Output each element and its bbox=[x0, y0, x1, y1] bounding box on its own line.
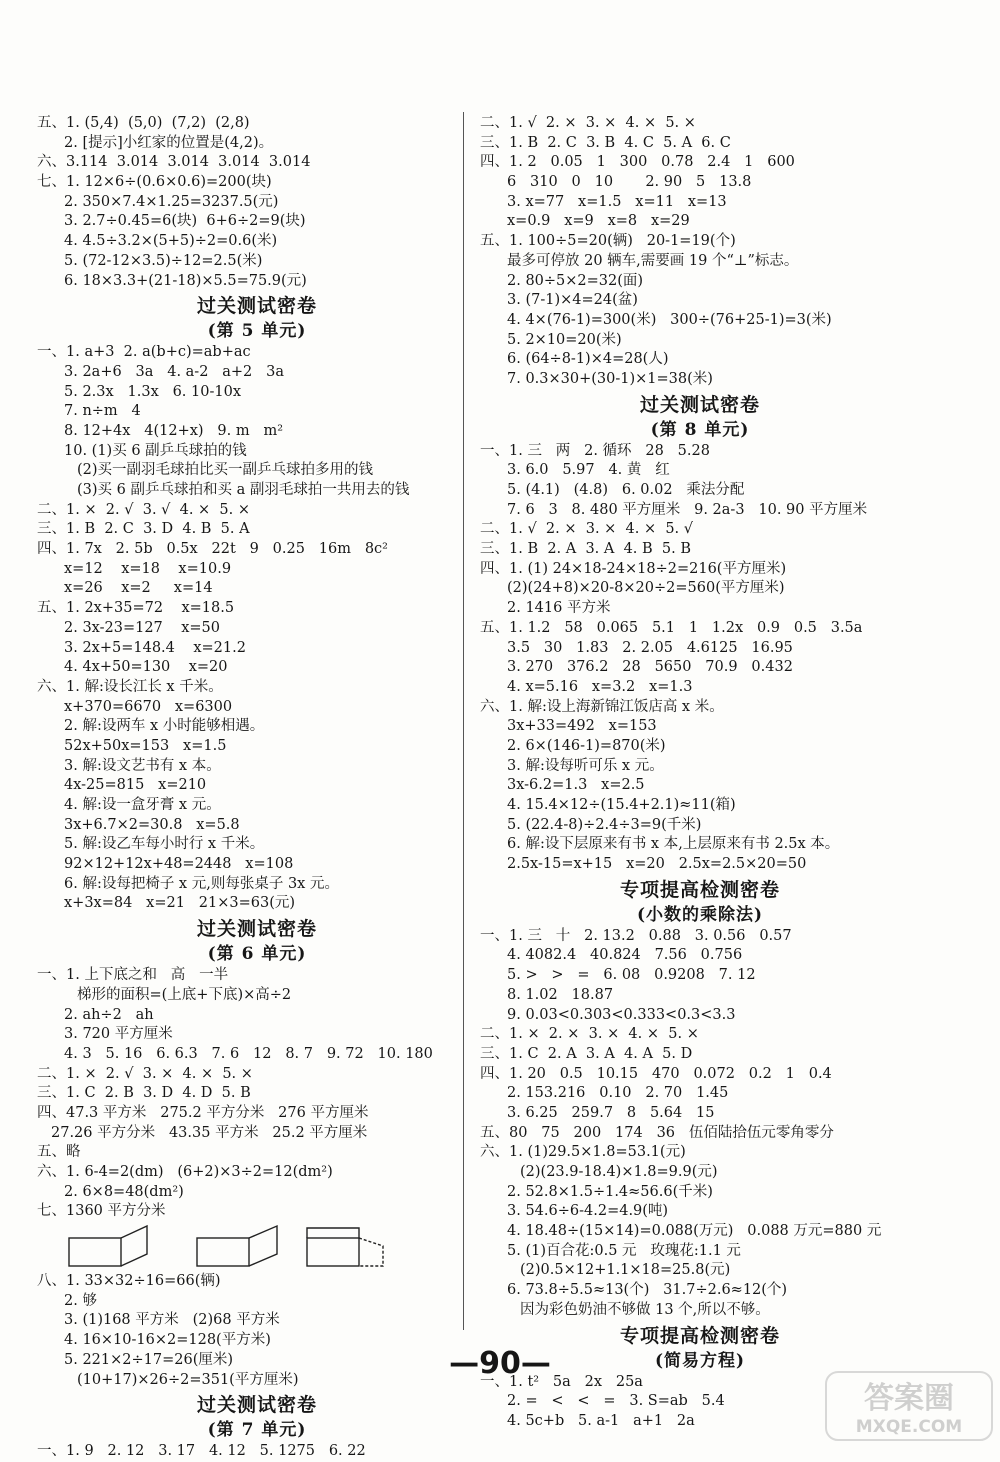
section-subtitle: (第 7 单元) bbox=[207, 1420, 307, 1441]
answer-line: 3x-6.2=1.3 x=2.5 bbox=[507, 777, 645, 794]
answer-line: 2. 153.216 0.10 2. 70 1.45 bbox=[507, 1085, 729, 1102]
answer-line: 3. 54.6÷6-4.2=4.9(吨) bbox=[507, 1203, 669, 1220]
answer-line: 一、1. 上下底之和 高 一半 bbox=[37, 967, 229, 984]
answer-line: x+3x=84 x=21 21×3=63(元) bbox=[64, 895, 296, 912]
answer-line: 2. 1416 平方米 bbox=[507, 600, 611, 617]
answer-line: 六、3.114 3.014 3.014 3.014 3.014 bbox=[37, 154, 311, 171]
answer-line: 5. 2×10=20(米) bbox=[507, 331, 622, 348]
answer-line: 2. 52.8×1.5÷1.4≈56.6(千米) bbox=[507, 1183, 713, 1200]
answer-line: 8. 12+4x 4(12+x) 9. m m² bbox=[64, 422, 284, 439]
answer-line: 二、1. √ 2. × 3. × 4. × 5. × bbox=[480, 115, 696, 131]
answer-line: 27.26 平方分米 43.35 平方米 25.2 平方厘米 bbox=[51, 1124, 368, 1141]
answer-line: 四、1. 7x 2. 5b 0.5x 22t 9 0.25 16m 8c² bbox=[37, 541, 388, 558]
answer-line: 2. [提示]小红家的位置是(4,2)。 bbox=[64, 134, 274, 151]
answer-line: 2. 6×(146-1)=870(米) bbox=[507, 737, 666, 754]
answer-line: 5. > > = 6. 08 0.9208 7. 12 bbox=[507, 967, 756, 984]
answer-line: 3. (7-1)×4=24(盆) bbox=[507, 292, 638, 309]
answer-line: 5. 2.3x 1.3x 6. 10-10x bbox=[64, 383, 241, 400]
watermark-title: 答案圈 bbox=[864, 1381, 954, 1416]
answer-line: 4. 4082.4 40.824 7.56 0.756 bbox=[507, 947, 743, 964]
answer-line: 2. ah÷2 ah bbox=[64, 1006, 154, 1023]
answer-line: 二、1. × 2. × 3. × 4. × 5. × bbox=[480, 1026, 699, 1043]
section-title: 过关测试密卷 bbox=[196, 918, 317, 941]
answer-line: 6 310 0 10 2. 90 5 13.8 bbox=[507, 174, 752, 191]
answer-line: 七、1. 12×6÷(0.6×0.6)=200(块) bbox=[37, 174, 272, 191]
answer-line: 5. (4.1) (4.8) 6. 0.02 乘法分配 bbox=[507, 482, 745, 498]
answer-line: 2. 够 bbox=[64, 1292, 97, 1309]
section-subtitle: (简易方程) bbox=[654, 1350, 746, 1371]
answer-line: 3. 2a+6 3a 4. a-2 a+2 3a bbox=[64, 363, 284, 380]
answer-line: 3. 270 376.2 28 5650 70.9 0.432 bbox=[507, 659, 793, 676]
answer-line: 3. 解:设文艺书有 x 本。 bbox=[64, 757, 221, 774]
answer-line: 五、1. 2x+35=72 x=18.5 bbox=[37, 600, 235, 617]
answer-line: x=12 x=18 x=10.9 bbox=[64, 560, 232, 577]
answer-line: 4. 5c+b 5. a-1 a+1 2a bbox=[507, 1412, 695, 1429]
answer-line: 2. 350×7.4×1.25=3237.5(元) bbox=[64, 193, 279, 210]
section-title: 过关测试密卷 bbox=[196, 295, 317, 318]
answer-line: 4. 4.5÷3.2×(5+5)÷2=0.6(米) bbox=[64, 233, 278, 250]
answer-line: 4. 15.4×12÷(15.4+2.1)≈11(箱) bbox=[507, 797, 736, 813]
answer-line: 3. (1)168 平方米 (2)68 平方米 bbox=[64, 1312, 280, 1329]
answer-line: 五、略 bbox=[37, 1144, 81, 1161]
answer-line: 一、1. t² 5a 2x 25a bbox=[480, 1373, 643, 1390]
answer-line: 四、47.3 平方米 275.2 平方分米 276 平方厘米 bbox=[37, 1104, 369, 1121]
answer-line: 三、1. C 2. B 3. D 4. D 5. B bbox=[37, 1085, 251, 1102]
answer-line: 7. 0.3×30+(30-1)×1=38(米) bbox=[507, 370, 713, 387]
answer-line: 3. 2.7÷0.45=6(块) 6+6÷2=9(块) bbox=[64, 213, 306, 230]
answer-line: 最多可停放 20 辆车,需要画 19 个“⊥”标志。 bbox=[507, 252, 799, 269]
answer-line: 八、1. 33×32÷16=66(辆) bbox=[37, 1273, 221, 1290]
answer-line: 4. 4x+50=130 x=20 bbox=[64, 659, 228, 676]
answer-line: (2)(24+8)×20-8×20÷2=560(平方厘米) bbox=[507, 580, 785, 597]
answer-line: 因为彩色奶油不够做 13 个,所以不够。 bbox=[520, 1301, 770, 1318]
section-subtitle: (第 6 单元) bbox=[207, 944, 307, 965]
answer-line: 五、80 75 200 174 36 伍佰陆拾伍元零角零分 bbox=[480, 1124, 834, 1141]
answer-line: 4x-25=815 x=210 bbox=[64, 777, 207, 794]
answer-line: 4. 解:设一盒牙膏 x 元。 bbox=[64, 797, 221, 813]
left-column bbox=[37, 114, 477, 1462]
answer-line: 五、1. (5,4) (5,0) (7,2) (2,8) bbox=[37, 115, 250, 131]
answer-line: 四、1. 20 0.5 10.15 470 0.072 0.2 1 0.4 bbox=[480, 1065, 832, 1082]
answer-line: 三、1. C 2. A 3. A 4. A 5. D bbox=[480, 1045, 693, 1062]
answer-line: 5. (1)百合花:0.5 元 玫瑰花:1.1 元 bbox=[507, 1242, 741, 1259]
answer-line: 92×12+12x+48=2448 x=108 bbox=[64, 856, 294, 873]
section-title: 专项提高检测密卷 bbox=[619, 878, 780, 901]
answer-line: 7. 6 3 8. 480 平方厘米 9. 2a-3 10. 90 平方厘米 bbox=[507, 501, 868, 518]
answer-line: 四、1. (1) 24×18-24×18÷2=216(平方厘米) bbox=[480, 560, 787, 577]
answer-line: 一、1. 三 两 2. 循环 28 5.28 bbox=[480, 442, 710, 459]
answer-line: 一、1. 三 十 2. 13.2 0.88 3. 0.56 0.57 bbox=[480, 927, 792, 944]
page-number: —90— bbox=[449, 1346, 551, 1381]
column-divider bbox=[463, 112, 464, 1330]
answer-line: 三、1. B 2. C 3. D 4. B 5. A bbox=[37, 521, 250, 538]
answer-line: x+370=6670 x=6300 bbox=[64, 698, 233, 715]
answer-line: 二、1. × 2. √ 3. √ 4. × 5. × bbox=[37, 501, 251, 518]
answer-line: 3. 6.25 259.7 8 5.64 15 bbox=[507, 1104, 715, 1121]
answer-line: (3)买 6 副乒乓球拍和买 a 副羽毛球拍一共用去的钱 bbox=[77, 482, 410, 498]
answer-line: 5. (22.4-8)÷2.4÷3=9(千米) bbox=[507, 816, 702, 833]
answer-line: 5. (72-12×3.5)÷12=2.5(米) bbox=[64, 252, 263, 269]
watermark-url: MXQE.COM bbox=[855, 1417, 963, 1437]
answer-line: 4. 16×10-16×2=128(平方米) bbox=[64, 1332, 271, 1349]
answer-line: 2. 80÷5×2=32(面) bbox=[507, 272, 644, 289]
answer-line: 六、1. 6-4=2(dm) (6+2)×3÷2=12(dm²) bbox=[37, 1164, 333, 1180]
answer-line: 五、1. 100÷5=20(辆) 20-1=19(个) bbox=[480, 233, 736, 250]
answer-line: 3. 2x+5=148.4 x=21.2 bbox=[64, 639, 246, 656]
answer-line: 5. 221×2÷17=26(厘米) bbox=[64, 1351, 234, 1368]
answer-line: 3.5 30 1.83 2. 2.05 4.6125 16.95 bbox=[507, 639, 793, 656]
answer-line: 9. 0.03<0.303<0.333<0.3<3.3 bbox=[507, 1006, 736, 1023]
section-title: 过关测试密卷 bbox=[639, 393, 760, 416]
answer-line: 六、1. 解:设长江长 x 千米。 bbox=[37, 678, 223, 695]
answer-line: 4. 18.48÷(15×14)=0.088(万元) 0.088 万元=880 元 bbox=[507, 1223, 882, 1240]
answer-line: 四、1. 2 0.05 1 300 0.78 2.4 1 600 bbox=[480, 154, 795, 171]
answer-line: 一、1. 9 2. 12 3. 17 4. 12 5. 1275 6. 22 bbox=[37, 1443, 366, 1460]
answer-line: 6. (64÷8-1)×4=28(人) bbox=[507, 351, 669, 368]
answer-line: x=0.9 x=9 x=8 x=29 bbox=[507, 213, 690, 230]
section-subtitle: (第 5 单元) bbox=[207, 321, 307, 342]
right-column bbox=[480, 114, 920, 1432]
section-title: 过关测试密卷 bbox=[196, 1394, 317, 1417]
net-diagram bbox=[37, 1222, 477, 1272]
answer-line: 二、1. √ 2. × 3. × 4. × 5. √ bbox=[480, 521, 694, 538]
answer-line: 3. 解:设每听可乐 x 元。 bbox=[507, 757, 664, 774]
answer-line: 六、1. 解:设上海新锦江饭店高 x 米。 bbox=[480, 698, 724, 715]
answer-line: 4. x=5.16 x=3.2 x=1.3 bbox=[507, 678, 693, 695]
answer-line: (2)买一副羽毛球拍比买一副乒乓球拍多用的钱 bbox=[77, 462, 374, 479]
answer-line: 七、1360 平方分米 bbox=[37, 1203, 166, 1220]
answer-line: 6. 73.8÷5.5≈13(个) 31.7÷2.6≈12(个) bbox=[507, 1282, 788, 1299]
answer-line: 梯形的面积=(上底+下底)×高÷2 bbox=[77, 986, 292, 1003]
answer-line: 五、1. 1.2 58 0.065 5.1 1 1.2x 0.9 0.5 3.5a bbox=[480, 619, 863, 636]
answer-line: 3. x=77 x=1.5 x=11 x=13 bbox=[507, 193, 727, 210]
answer-line: 10. (1)买 6 副乒乓球拍的钱 bbox=[64, 442, 247, 459]
answer-line: 6. 解:设每把椅子 x 元,则每张桌子 3x 元。 bbox=[64, 875, 339, 892]
section-title: 专项提高检测密卷 bbox=[619, 1324, 780, 1347]
answer-line: 二、1. × 2. √ 3. × 4. × 5. × bbox=[37, 1065, 253, 1082]
answer-line: 5. 解:设乙车每小时行 x 千米。 bbox=[64, 836, 265, 853]
answer-line: 8. 1.02 18.87 bbox=[507, 986, 614, 1003]
answer-line: 3x+6.7×2=30.8 x=5.8 bbox=[64, 816, 240, 833]
section-subtitle: (第 8 单元) bbox=[650, 419, 750, 440]
answer-line: (10+17)×26÷2=351(平方厘米) bbox=[77, 1371, 299, 1388]
answer-line: (2)0.5×12+1.1×18=25.8(元) bbox=[520, 1262, 731, 1279]
answer-line: x=26 x=2 x=14 bbox=[64, 580, 213, 597]
answer-line: 4. 3 5. 16 6. 6.3 7. 6 12 8. 7 9. 72 10. 180 bbox=[64, 1045, 433, 1062]
answer-line: 一、1. a+3 2. a(b+c)=ab+ac bbox=[37, 344, 251, 361]
answer-line: 2.5x-15=x+15 x=20 2.5x=2.5×20=50 bbox=[507, 856, 807, 873]
answer-line: 3. 720 平方厘米 bbox=[64, 1026, 173, 1043]
answer-line: 六、1. (1)29.5×1.8=53.1(元) bbox=[480, 1144, 686, 1161]
answer-line: 三、1. B 2. A 3. A 4. B 5. B bbox=[480, 541, 692, 558]
answer-line: 7. n÷m 4 bbox=[64, 403, 141, 420]
answer-line: 52x+50x=153 x=1.5 bbox=[64, 737, 227, 754]
answer-line: 6. 18×3.3+(21-18)×5.5=75.9(元) bbox=[64, 272, 307, 289]
answer-line: 2. 6×8=48(dm²) bbox=[64, 1183, 184, 1200]
answer-line: 三、1. B 2. C 3. B 4. C 5. A 6. C bbox=[480, 134, 731, 151]
answer-line: 2. = < < = 3. S=ab 5.4 bbox=[507, 1393, 725, 1410]
answer-line: 4. 4×(76-1)=300(米) 300÷(76+25-1)=3(米) bbox=[507, 311, 832, 328]
answer-line: 2. 解:设两车 x 小时能够相遇。 bbox=[64, 718, 265, 735]
answer-line: 6. 解:设下层原来有书 x 本,上层原来有书 2.5x 本。 bbox=[507, 836, 840, 853]
answer-line: 2. 3x-23=127 x=50 bbox=[64, 619, 220, 636]
watermark-logo bbox=[824, 1370, 994, 1442]
answer-line: (2)(23.9-18.4)×1.8=9.9(元) bbox=[520, 1164, 718, 1180]
answer-line: 3. 6.0 5.97 4. 黄 红 bbox=[507, 462, 670, 479]
section-subtitle: (小数的乘除法) bbox=[636, 904, 764, 925]
answer-line: 3x+33=492 x=153 bbox=[507, 718, 657, 735]
